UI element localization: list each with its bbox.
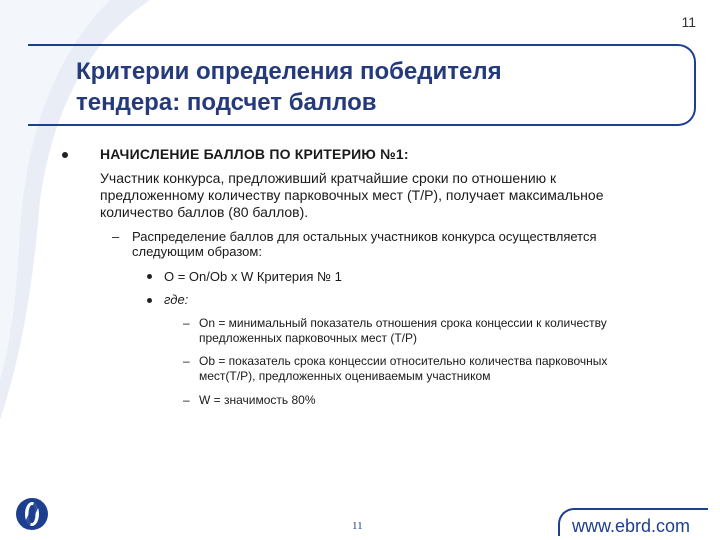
- bullet1-text-line: предложенному количеству парковочных мест (T/P), получает максимальное: [100, 187, 604, 203]
- dash-marker: –: [183, 316, 190, 330]
- bullet-dot: [147, 298, 152, 303]
- bullet1-text-line: Участник конкурса, предложивший кратчайшие сроки по отношению к: [100, 170, 557, 186]
- formula: O = On/Ob x W Критерия № 1: [164, 269, 342, 284]
- title-line-1: Критерии определения победителя: [76, 58, 502, 85]
- bullet1-text-line: количество баллов (80 баллов).: [100, 204, 309, 220]
- dash-marker: –: [183, 393, 190, 407]
- page-title: [76, 56, 676, 118]
- page-number-top: 11: [681, 14, 696, 30]
- definition-w: W = значимость 80%: [199, 393, 316, 407]
- definition-line: предложенных парковочных мест (T/P): [199, 331, 417, 345]
- where-label: где:: [164, 292, 189, 307]
- dash1-text-line: Распределение баллов для остальных участников конкурса осуществляется: [132, 229, 597, 244]
- definition-on: [199, 316, 607, 346]
- bullet1-heading: НАЧИСЛЕНИЕ БАЛЛОВ ПО КРИТЕРИЮ №1:: [100, 146, 409, 162]
- definition-line: Ob = показатель срока концессии относительно количества парковочных: [199, 354, 608, 368]
- bullet-dot: [147, 274, 152, 279]
- definition-line: мест(T/P), предложенных оцениваемым участником: [199, 369, 491, 383]
- definition-ob: [199, 354, 607, 384]
- footer-url-link[interactable]: www.ebrd.com: [572, 516, 691, 536]
- title-line-2: тендера: подсчет баллов: [76, 89, 377, 116]
- dash-marker: –: [183, 354, 190, 368]
- ebrd-logo-icon: [12, 494, 52, 534]
- definition-line: On = минимальный показатель отношения срока концессии к количеству: [199, 316, 607, 330]
- dash1-text-line: следующим образом:: [132, 244, 262, 259]
- dash1-text: [132, 229, 597, 259]
- bullet1-text: [100, 170, 603, 221]
- bullet-dot: [62, 152, 68, 158]
- page-number-bottom: 11: [352, 520, 363, 532]
- dash-marker: –: [112, 229, 120, 244]
